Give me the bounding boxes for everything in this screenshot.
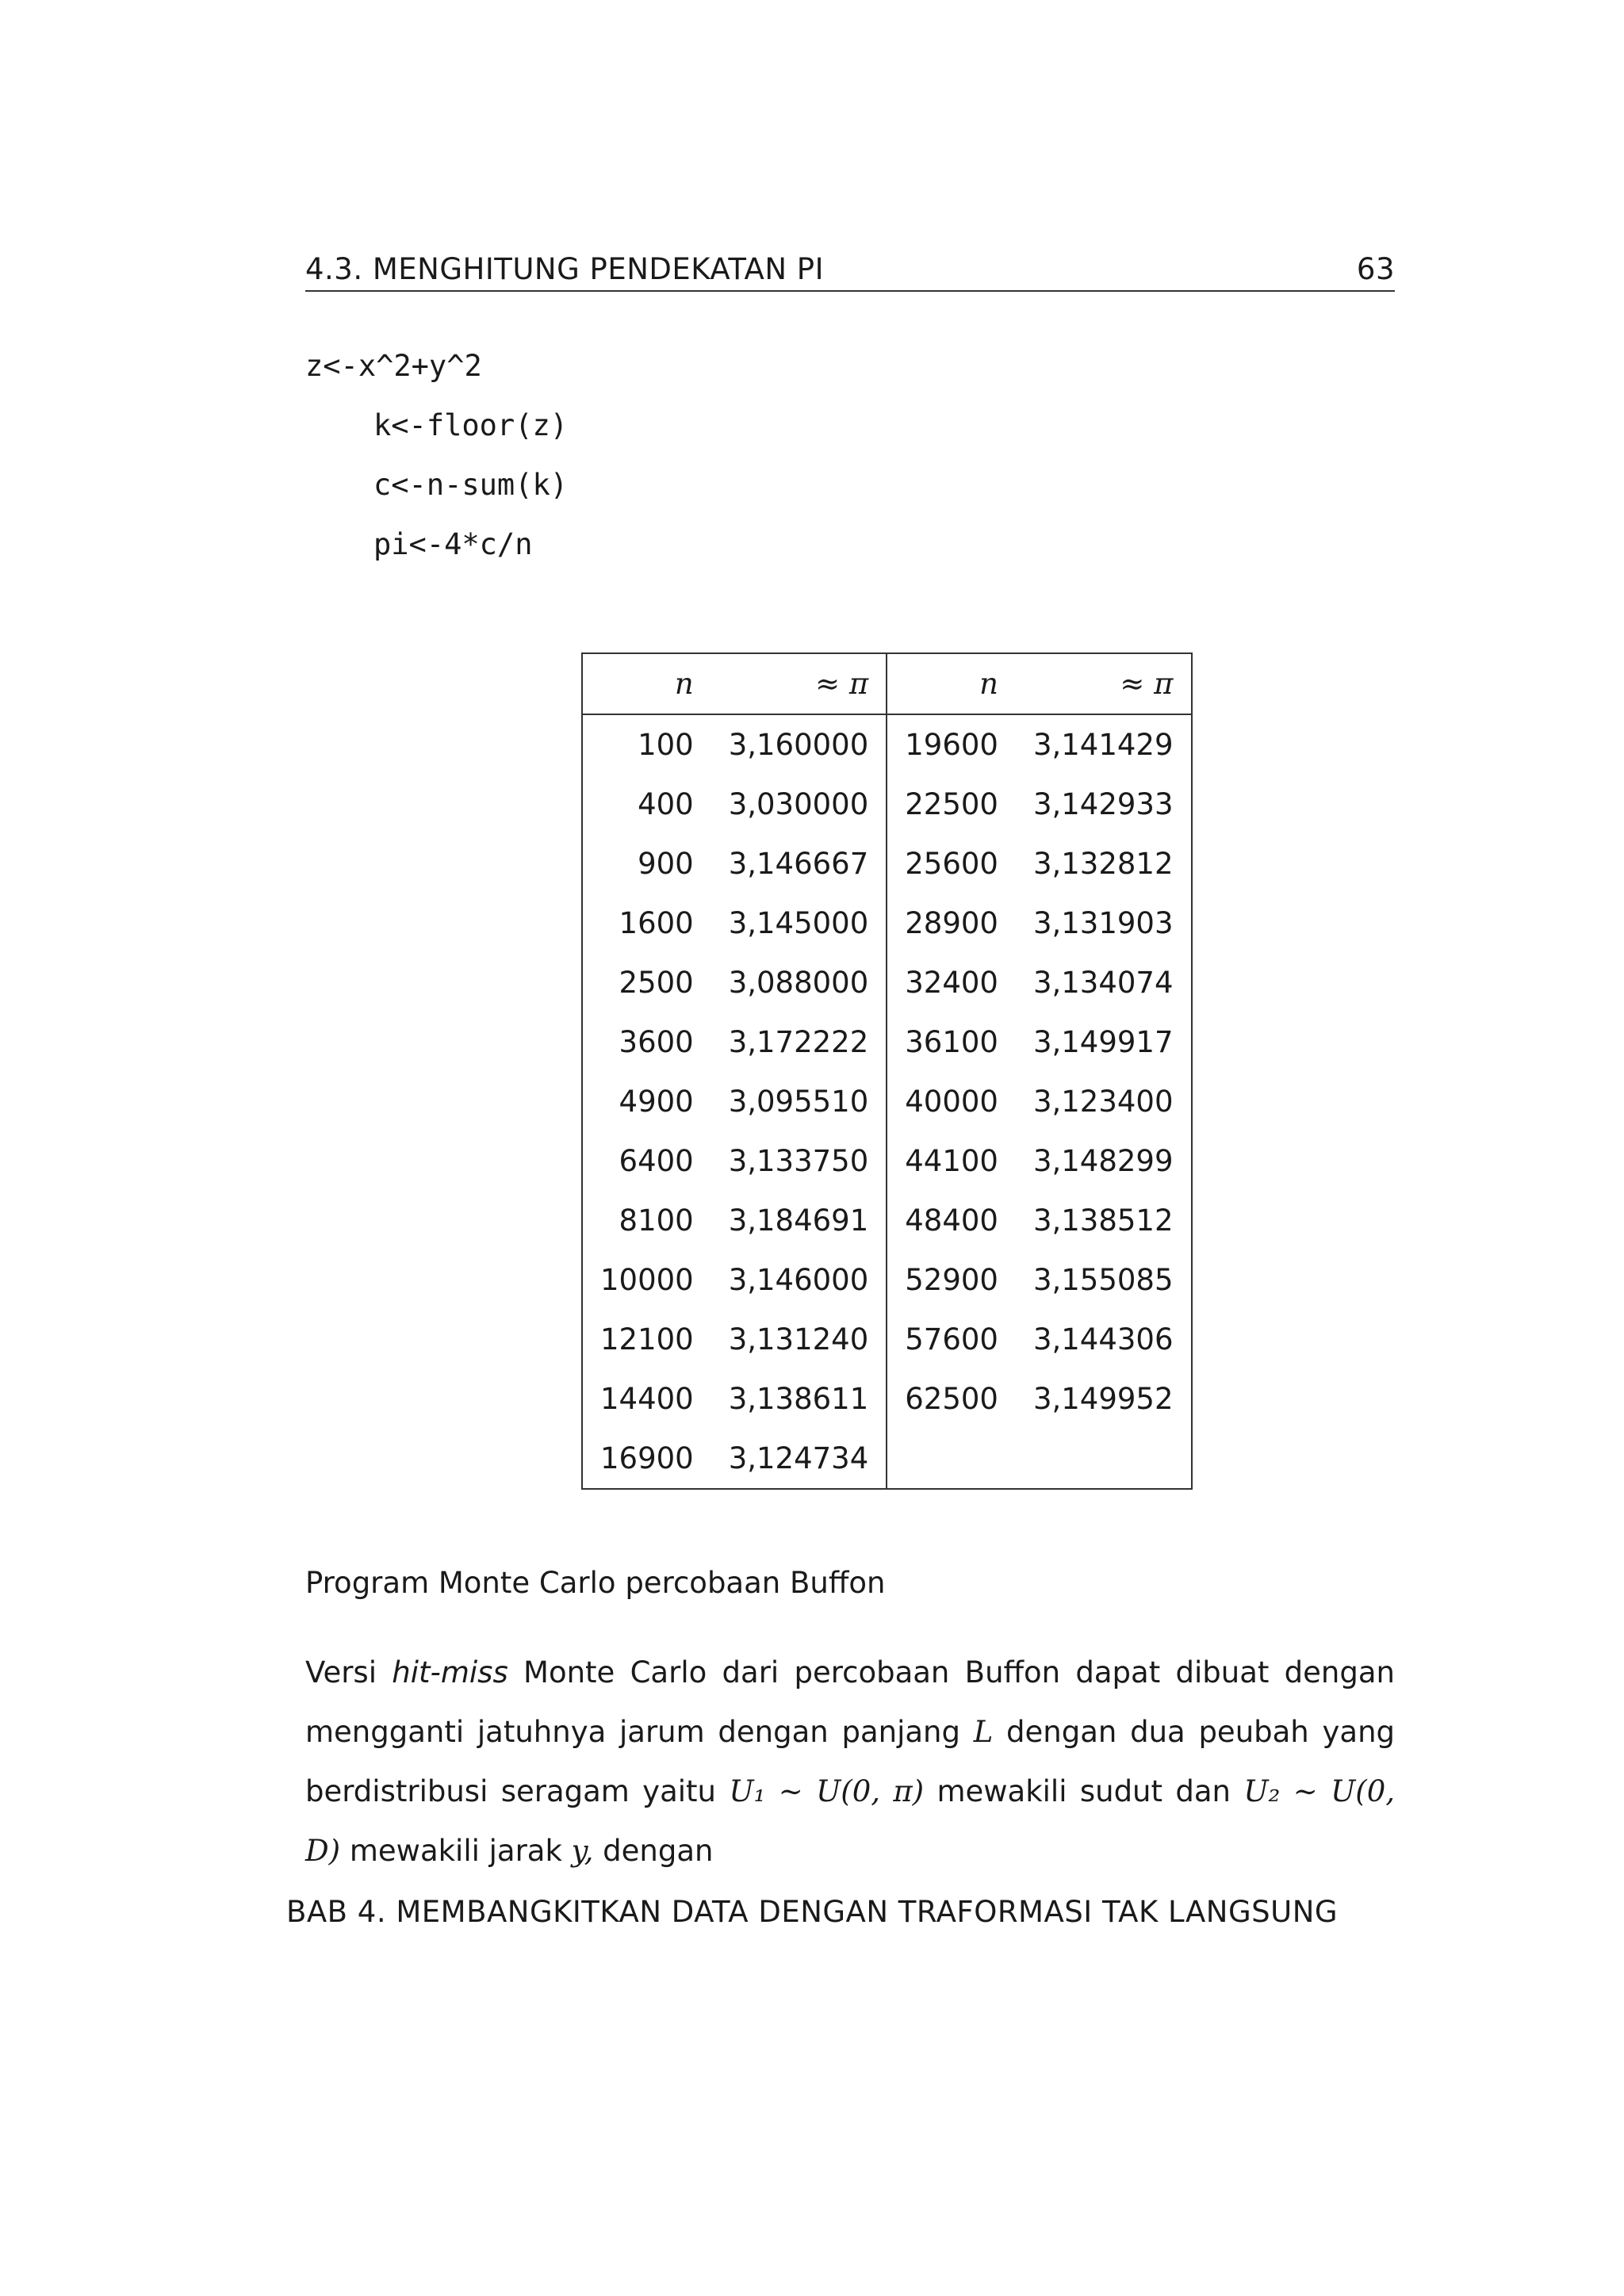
code-line: pi<-4*c/n xyxy=(373,527,533,561)
math-expression: U₂ ∼ U(0, D) xyxy=(305,1774,1395,1868)
table-row xyxy=(582,894,1192,953)
page-number: 63 xyxy=(1356,251,1395,286)
cell-approx-pi: 3,131903 xyxy=(1032,906,1174,940)
table-row xyxy=(582,1012,1192,1072)
cell-n: 32400 xyxy=(905,966,998,1000)
cell-approx-pi: 3,155085 xyxy=(1032,1263,1174,1297)
text-run: mewakili sudut dan xyxy=(924,1774,1244,1808)
cell-approx-pi: 3,132812 xyxy=(1032,847,1174,881)
cell-approx-pi: 3,133750 xyxy=(711,1131,887,1191)
cell-n: 10000 xyxy=(600,1263,694,1297)
math-symbol: y, xyxy=(571,1834,594,1868)
table-row xyxy=(582,775,1192,834)
table-row xyxy=(582,1250,1192,1310)
cell-approx-pi: 3,184691 xyxy=(711,1191,887,1250)
table-row xyxy=(582,1369,1192,1429)
cell-n: 19600 xyxy=(905,728,998,762)
col-header-approx-pi: ≈ π xyxy=(711,653,887,714)
section-title: 4.3. MENGHITUNG PENDEKATAN PI xyxy=(305,251,825,286)
cell-n: 52900 xyxy=(905,1263,998,1297)
table-row xyxy=(582,953,1192,1012)
cell-approx-pi: 3,095510 xyxy=(711,1072,887,1131)
body-paragraph xyxy=(305,1643,1395,1881)
cell-n: 14400 xyxy=(600,1382,694,1416)
cell-approx-pi: 3,144306 xyxy=(1032,1322,1174,1357)
text-run: Monte Carlo dari percobaan Buffon dapat dibuat dengan mengganti jatuhnya jarum dengan panjang xyxy=(305,1655,1395,1749)
table-row xyxy=(582,1429,1192,1489)
col-header-n: n xyxy=(887,653,1016,714)
table-row xyxy=(582,1072,1192,1131)
cell-approx-pi: 3,172222 xyxy=(711,1012,887,1072)
text-run: dengan xyxy=(593,1834,714,1868)
cell-n: 400 xyxy=(638,787,694,821)
cell-n: 2500 xyxy=(619,966,694,1000)
cell-n: 12100 xyxy=(600,1322,694,1357)
section-heading: Program Monte Carlo percobaan Buffon xyxy=(305,1566,886,1600)
text-run: Versi xyxy=(305,1655,393,1689)
cell-n: 16900 xyxy=(600,1441,694,1475)
table-row xyxy=(582,1310,1192,1369)
cell-n: 25600 xyxy=(905,847,998,881)
code-block xyxy=(305,342,568,580)
col-header-approx-pi: ≈ π xyxy=(1016,653,1192,714)
table-row xyxy=(582,1191,1192,1250)
cell-n: 57600 xyxy=(905,1322,998,1357)
cell-approx-pi: 3,134074 xyxy=(1032,966,1174,1000)
cell-approx-pi xyxy=(1016,1429,1192,1489)
cell-n: 1600 xyxy=(619,906,694,940)
text-run: dengan dua peubah yang berdistribusi seragam yaitu xyxy=(305,1715,1396,1808)
text-run: mewakili jarak xyxy=(340,1834,572,1868)
cell-n: 48400 xyxy=(905,1203,998,1238)
running-header xyxy=(305,247,1395,292)
cell-n: 8100 xyxy=(619,1203,694,1238)
code-line: z<-x^2+y^2 xyxy=(305,349,482,383)
cell-n: 36100 xyxy=(905,1025,998,1059)
cell-n: 22500 xyxy=(905,787,998,821)
cell-approx-pi: 3,138611 xyxy=(711,1369,887,1429)
cell-n xyxy=(887,1429,1016,1489)
cell-n: 4900 xyxy=(619,1085,694,1119)
table-row xyxy=(582,1131,1192,1191)
cell-approx-pi: 3,030000 xyxy=(711,775,887,834)
pi-approximation-table xyxy=(581,652,1193,1490)
running-footer: BAB 4. MEMBANGKITKAN DATA DENGAN TRAFORMASI TAK LANGSUNG xyxy=(285,1895,1339,1929)
math-symbol: L xyxy=(973,1715,994,1749)
cell-approx-pi: 3,145000 xyxy=(711,894,887,953)
cell-approx-pi: 3,123400 xyxy=(1032,1085,1174,1119)
cell-n: 3600 xyxy=(619,1025,694,1059)
cell-approx-pi: 3,138512 xyxy=(1032,1203,1174,1238)
cell-approx-pi: 3,142933 xyxy=(1032,787,1174,821)
cell-approx-pi: 3,146667 xyxy=(711,834,887,894)
cell-approx-pi: 3,160000 xyxy=(711,714,887,775)
cell-approx-pi: 3,149917 xyxy=(1032,1025,1174,1059)
cell-approx-pi: 3,148299 xyxy=(1032,1144,1174,1178)
col-header-n: n xyxy=(582,653,711,714)
cell-n: 900 xyxy=(638,847,694,881)
code-line: k<-floor(z) xyxy=(373,408,569,442)
table-row xyxy=(582,714,1192,775)
cell-approx-pi: 3,149952 xyxy=(1032,1382,1174,1416)
cell-approx-pi: 3,146000 xyxy=(711,1250,887,1310)
cell-approx-pi: 3,124734 xyxy=(711,1429,887,1489)
cell-n: 44100 xyxy=(905,1144,998,1178)
cell-approx-pi: 3,141429 xyxy=(1032,728,1174,762)
cell-approx-pi: 3,088000 xyxy=(711,953,887,1012)
italic-term: hit-miss xyxy=(392,1655,508,1689)
table-row xyxy=(582,834,1192,894)
table-header-row xyxy=(582,653,1192,714)
cell-n: 100 xyxy=(638,728,694,762)
cell-approx-pi: 3,131240 xyxy=(711,1310,887,1369)
code-line: c<-n-sum(k) xyxy=(373,468,569,502)
cell-n: 62500 xyxy=(905,1382,998,1416)
cell-n: 40000 xyxy=(905,1085,998,1119)
cell-n: 28900 xyxy=(905,906,998,940)
cell-n: 6400 xyxy=(619,1144,694,1178)
table-body xyxy=(582,714,1192,1489)
math-expression: U₁ ∼ U(0, π) xyxy=(729,1774,925,1808)
